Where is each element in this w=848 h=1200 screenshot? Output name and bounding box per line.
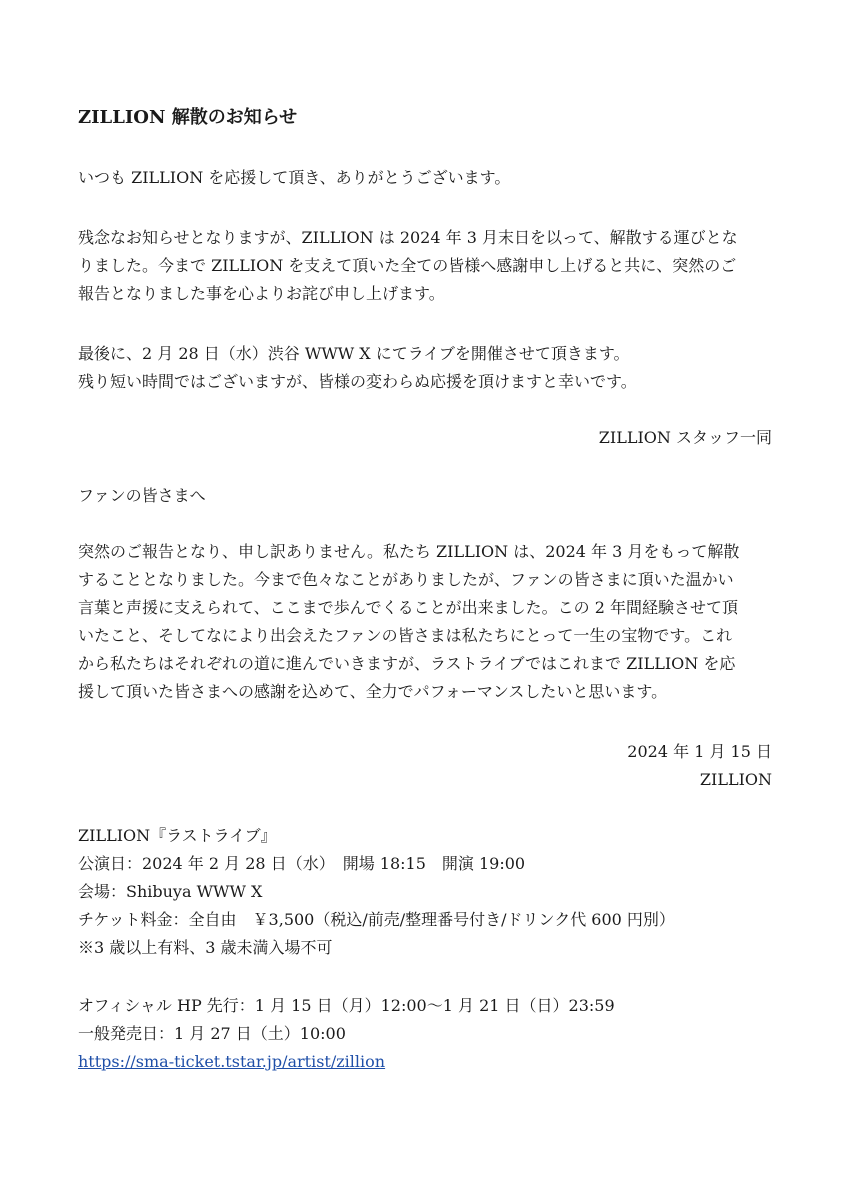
message-footer xyxy=(78,738,772,794)
greeting-line: いつも ZILLION を応援して頂き、ありがとうございます。 xyxy=(78,168,511,187)
notice-title: ZILLION 解散のお知らせ xyxy=(78,107,298,128)
paragraph-line: りました。今まで ZILLION を支えて頂いた全ての皆様へ感謝申し上げると共に、突然のご xyxy=(78,256,737,275)
message-signature: ZILLION xyxy=(699,770,772,789)
message-line: から私たちはそれぞれの道に進んでいきますが、ラストライブではこれまで ZILLION を応 xyxy=(78,654,736,673)
message-line: 援して頂いた皆さまへの感謝を込めて、全力でパフォーマンスしたいと思います。 xyxy=(78,682,668,701)
greeting-paragraph xyxy=(78,164,772,192)
last-live-paragraph xyxy=(78,340,772,396)
fan-salutation: ファンの皆さまへ xyxy=(78,486,206,505)
message-line: 突然のご報告となり、申し訳ありません。私たち ZILLION は、2024 年 3 月をもって解散 xyxy=(78,542,740,561)
ticket-info xyxy=(78,992,772,1076)
paragraph-line: 最後に、2 月 28 日（水）渋谷 WWW X にてライブを開催させて頂きます。 xyxy=(78,344,630,363)
event-price: チケット料金：全自由 ￥3,500（税込/前売/整理番号付き/ドリンク代 600 円別） xyxy=(78,910,675,929)
paragraph-line: 残念なお知らせとなりますが、ZILLION は 2024 年 3 月末日を以って、解散する運びとな xyxy=(78,228,738,247)
message-line: することとなりました。今まで色々なことがありましたが、ファンの皆さまに頂いた温かい xyxy=(78,570,734,589)
paragraph-line: 残り短い時間ではございますが、皆様の変わらぬ応援を頂けますと幸いです。 xyxy=(78,372,637,391)
event-date: 公演日：2024 年 2 月 28 日（水） 開場 18:15 開演 19:00 xyxy=(78,854,526,873)
event-details xyxy=(78,822,772,962)
general-sale-info: 一般発売日：1 月 27 日（土）10:00 xyxy=(78,1024,346,1043)
event-note: ※3 歳以上有料、3 歳未満入場不可 xyxy=(78,938,333,957)
message-line: 言葉と声援に支えられて、ここまで歩んでくることが出来ました。この 2 年間経験させて頂 xyxy=(78,598,739,617)
announcement-paragraph xyxy=(78,224,772,308)
message-date: 2024 年 1 月 15 日 xyxy=(627,742,772,761)
message-line: いたこと、そしてなにより出会えたファンの皆さまは私たちにとって一生の宝物です。これ xyxy=(78,626,733,645)
event-venue: 会場：Shibuya WWW X xyxy=(78,882,263,901)
event-name: ZILLION『ラストライブ』 xyxy=(78,826,277,845)
member-message xyxy=(78,538,772,706)
staff-signature: ZILLION スタッフ一同 xyxy=(598,428,772,447)
ticket-url-link[interactable]: https://sma-ticket.tstar.jp/artist/zillion xyxy=(78,1052,386,1071)
paragraph-line: 報告となりました事を心よりお詫び申し上げます。 xyxy=(78,284,445,303)
presale-info: オフィシャル HP 先行：1 月 15 日（月）12:00〜1 月 21 日（日）23:59 xyxy=(78,996,615,1015)
